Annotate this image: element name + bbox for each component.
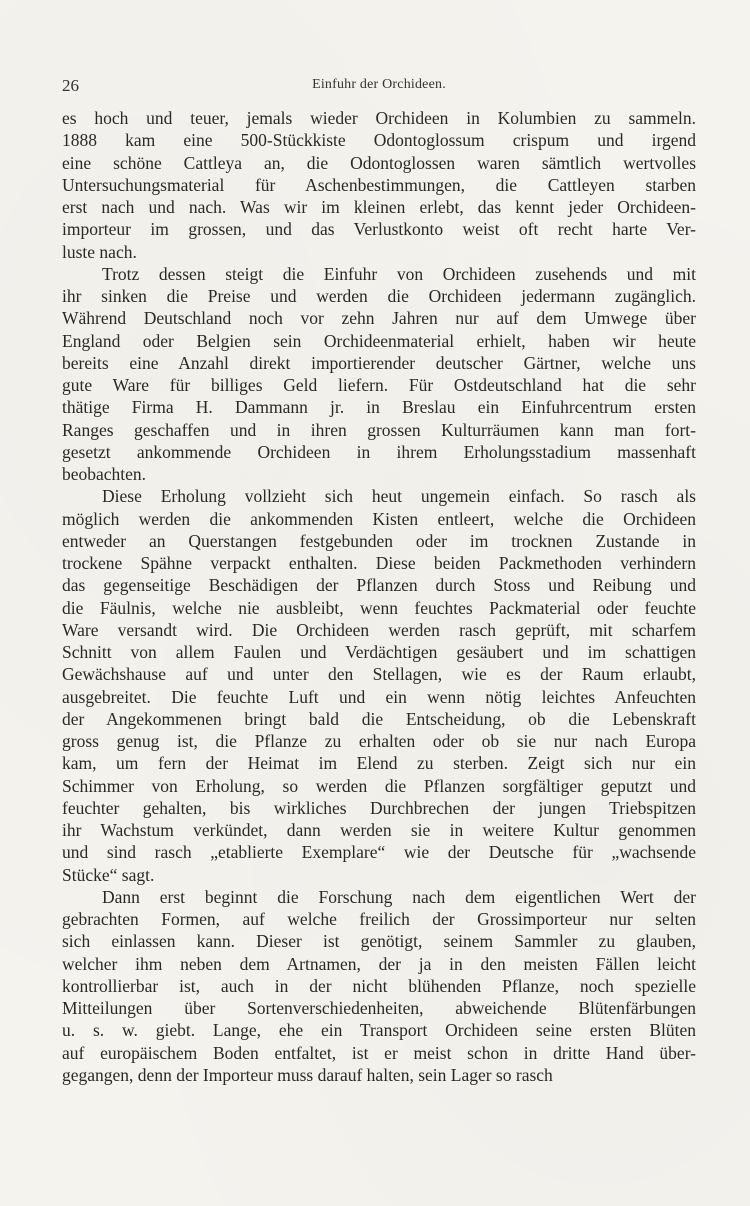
- text-line: thätige Firma H. Dammann jr. in Breslau ein Einfuhrcentrum ersten: [62, 397, 696, 418]
- text-line: welcher ihm neben dem Artnamen, der ja in den meisten Fällen leicht: [62, 953, 696, 974]
- text-line: gegangen, denn der Importeur muss darauf halten, sein Lager so rasch: [62, 1064, 553, 1085]
- text-line: beobachten.: [62, 464, 147, 484]
- text-line: feuchter gehalten, bis wirkliches Durchbrechen der jungen Triebspitzen: [62, 797, 696, 818]
- body-text: [62, 107, 696, 1086]
- text-line: kontrollierbar ist, auch in der nicht blühenden Pflanze, noch spezielle: [62, 975, 696, 996]
- text-line: Dann erst beginnt die Forschung nach dem eigentlichen Wert der: [102, 886, 696, 907]
- text-line: Ranges geschaffen und in ihren grossen Kulturräumen kann man fort-: [62, 419, 696, 440]
- text-line: importeur im grossen, und das Verlustkonto weist oft recht harte Ver-: [62, 219, 696, 240]
- text-line: ausgebreitet. Die feuchte Luft und ein wenn nötig leichtes Anfeuchten: [62, 686, 696, 707]
- paragraph-4: [62, 886, 696, 1086]
- text-line: ihr Wachstum verkündet, dann werden sie in weitere Kultur genommen: [62, 820, 696, 840]
- text-line: Gewächshause auf und unter den Stellagen, wie es der Raum erlaubt,: [62, 664, 696, 685]
- text-line: ihr sinken die Preise und werden die Orchideen jedermann zugänglich.: [62, 286, 696, 306]
- text-line: gesetzt ankommende Orchideen in ihrem Erholungsstadium massenhaft: [62, 441, 696, 462]
- text-line: bereits eine Anzahl direkt importierender deutscher Gärtner, welche uns: [62, 352, 696, 373]
- text-line: das gegenseitige Beschädigen der Pflanzen durch Stoss und Reibung und: [62, 575, 696, 596]
- text-line: Während Deutschland noch vor zehn Jahren nur auf dem Umwege über: [62, 308, 696, 329]
- text-line: gross genug ist, die Pflanze zu erhalten oder ob sie nur nach Europa: [62, 731, 696, 751]
- text-line: Trotz dessen steigt die Einfuhr von Orchideen zusehends und mit: [102, 263, 696, 284]
- running-title: Einfuhr der Orchideen.: [312, 77, 446, 92]
- text-line: u. s. w. giebt. Lange, ehe ein Transport Orchideen seine ersten Blüten: [62, 1020, 696, 1041]
- text-line: der Angekommenen bringt bald die Entscheidung, ob die Lebenskraft: [62, 708, 696, 729]
- page-header: [62, 74, 696, 96]
- text-line: und sind rasch „etablierte Exemplare“ wie der Deutsche für „wachsende: [62, 842, 696, 863]
- text-line: England oder Belgien sein Orchideenmaterial erhielt, haben wir heute: [62, 330, 696, 351]
- text-line: Diese Erholung vollzieht sich heut ungemein einfach. So rasch als: [102, 486, 696, 507]
- text-line: auf europäischem Boden entfaltet, ist er meist schon in dritte Hand über-: [62, 1042, 696, 1063]
- text-line: kam, um fern der Heimat im Elend zu sterben. Zeigt sich nur ein: [62, 753, 696, 774]
- text-line: trockene Spähne verpackt enthalten. Diese beiden Packmethoden verhindern: [62, 553, 696, 573]
- paragraph-1: [62, 107, 696, 263]
- text-line: Untersuchungsmaterial für Aschenbestimmungen, die Cattleyen starben: [62, 174, 696, 195]
- text-line: Ware versandt wird. Die Orchideen werden rasch geprüft, mit scharfem: [62, 619, 696, 640]
- text-line: Stücke“ sagt.: [62, 864, 155, 885]
- text-line: eine schöne Cattleya an, die Odontoglossen waren sämtlich wertvolles: [62, 152, 696, 173]
- text-line: Schimmer von Erholung, so werden die Pflanzen sorgfältiger geputzt und: [62, 775, 696, 796]
- text-line: erst nach und nach. Was wir im kleinen erlebt, das kennt jeder Orchideen-: [62, 197, 696, 217]
- text-line: 1888 kam eine 500-Stückkiste Odontoglossum crispum und irgend: [62, 130, 696, 151]
- text-line: gute Ware für billiges Geld liefern. Für Ostdeutschland hat die sehr: [62, 375, 696, 395]
- text-line: entweder an Querstangen festgebunden oder im trocknen Zustande in: [62, 530, 696, 551]
- paragraph-3: [62, 485, 696, 886]
- text-line: möglich werden die ankommenden Kisten entleert, welche die Orchideen: [62, 508, 696, 529]
- page-number: 26: [62, 76, 79, 95]
- text-line: sich einlassen kann. Dieser ist genötigt, seinem Sammler zu glauben,: [62, 931, 696, 952]
- text-line: luste nach.: [62, 241, 137, 262]
- text-line: gebrachten Formen, auf welche freilich der Grossimporteur nur selten: [62, 909, 696, 929]
- text-line: es hoch und teuer, jemals wieder Orchideen in Kolumbien zu sammeln.: [62, 108, 696, 128]
- text-line: Schnitt von allem Faulen und Verdächtigen gesäubert und im schattigen: [62, 642, 696, 662]
- paragraph-2: [62, 263, 696, 486]
- text-line: Mitteilungen über Sortenverschiedenheiten, abweichende Blütenfärbungen: [62, 998, 696, 1018]
- text-line: die Fäulnis, welche nie ausbleibt, wenn feuchtes Packmaterial oder feuchte: [62, 597, 696, 618]
